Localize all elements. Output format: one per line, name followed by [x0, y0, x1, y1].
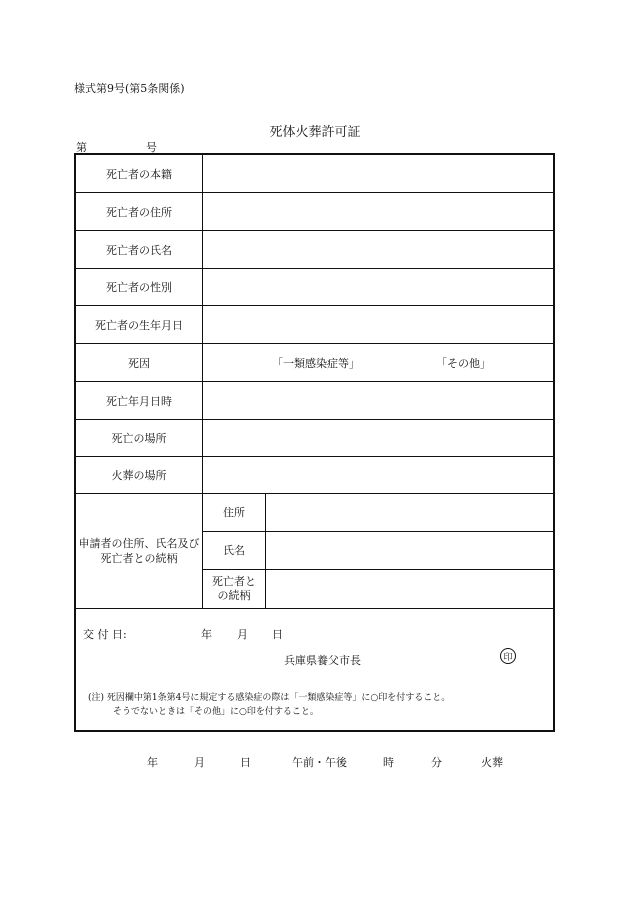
- cremation-month: 月: [194, 756, 205, 769]
- sex-field[interactable]: [203, 269, 553, 305]
- number-suffix: 号: [146, 141, 157, 154]
- note-line1: (注) 死因欄中第1条第4号に規定する感染症の際は「一類感染症等」に○印を付すること。: [88, 693, 451, 703]
- sub-label-text: 住所: [223, 505, 245, 519]
- row-honseki: [76, 155, 553, 193]
- cause-option-infectious[interactable]: 「一類感染症等」: [272, 356, 360, 370]
- issue-day: 日: [272, 628, 283, 641]
- note: [88, 691, 450, 719]
- row-label: 死亡者の氏名: [76, 231, 203, 268]
- cremation-year: 年: [147, 756, 158, 769]
- row-cause: [76, 344, 553, 382]
- sub-label: [203, 532, 266, 569]
- address-field[interactable]: [203, 193, 553, 230]
- row-label: 死亡の場所: [76, 420, 203, 456]
- row-label: 死因: [76, 344, 203, 381]
- issue-month: 月: [237, 628, 248, 641]
- row-cremation-place: [76, 457, 553, 494]
- row-label: 死亡者の本籍: [76, 155, 203, 192]
- applicant-label-line1: 申請者の住所、氏名及び: [78, 537, 200, 550]
- row-label: 死亡者の住所: [76, 193, 203, 230]
- form-code: 様式第9号(第5条関係): [74, 82, 185, 95]
- number-prefix: 第: [76, 141, 87, 154]
- row-birthdate: [76, 306, 553, 344]
- cremation-minute: 分: [431, 756, 442, 769]
- document-title: 死体火葬許可証: [269, 125, 361, 140]
- cremation-hour: 時: [383, 756, 394, 769]
- row-label: 死亡者の性別: [76, 269, 203, 305]
- cremation-day: 日: [240, 756, 251, 769]
- sub-label-text: の続柄: [217, 589, 251, 602]
- applicant-label-line2: 死亡者との続柄: [100, 552, 178, 565]
- seal-icon: 印: [500, 648, 516, 664]
- death-datetime-field[interactable]: [203, 382, 553, 419]
- issue-year: 年: [201, 628, 212, 641]
- note-line2: そうでないときは「その他」に○印を付すること。: [113, 707, 319, 717]
- honseki-field[interactable]: [203, 155, 553, 192]
- sub-label-text: 氏名: [223, 543, 245, 557]
- cause-option-other[interactable]: 「その他」: [436, 356, 491, 370]
- cremation-label: 火葬: [481, 756, 503, 769]
- sub-label: [203, 494, 266, 531]
- issue-date-label: 交 付 日:: [83, 628, 127, 641]
- death-place-field[interactable]: [203, 420, 553, 456]
- applicant-address-row: [203, 494, 553, 532]
- birthdate-field[interactable]: [203, 306, 553, 343]
- row-name: [76, 231, 553, 269]
- sub-label-text: 死亡者と: [212, 575, 256, 588]
- applicant-name-row: [203, 532, 553, 570]
- cremation-ampm: 午前・午後: [292, 756, 347, 769]
- row-label: 火葬の場所: [76, 457, 203, 493]
- mayor-name: 兵庫県養父市長: [284, 654, 361, 667]
- row-sex: [76, 269, 553, 306]
- sub-label: [203, 570, 266, 608]
- permit-form: [74, 153, 555, 732]
- row-death-place: [76, 420, 553, 457]
- cremation-place-field[interactable]: [203, 457, 553, 493]
- cause-field: [203, 344, 553, 381]
- row-label: 死亡者の生年月日: [76, 306, 203, 343]
- applicant-label: [76, 494, 203, 608]
- applicant-relation-row: [203, 570, 553, 608]
- row-address: [76, 193, 553, 231]
- applicant-section: [76, 494, 553, 609]
- name-field[interactable]: [203, 231, 553, 268]
- row-label: 死亡年月日時: [76, 382, 203, 419]
- row-death-datetime: [76, 382, 553, 420]
